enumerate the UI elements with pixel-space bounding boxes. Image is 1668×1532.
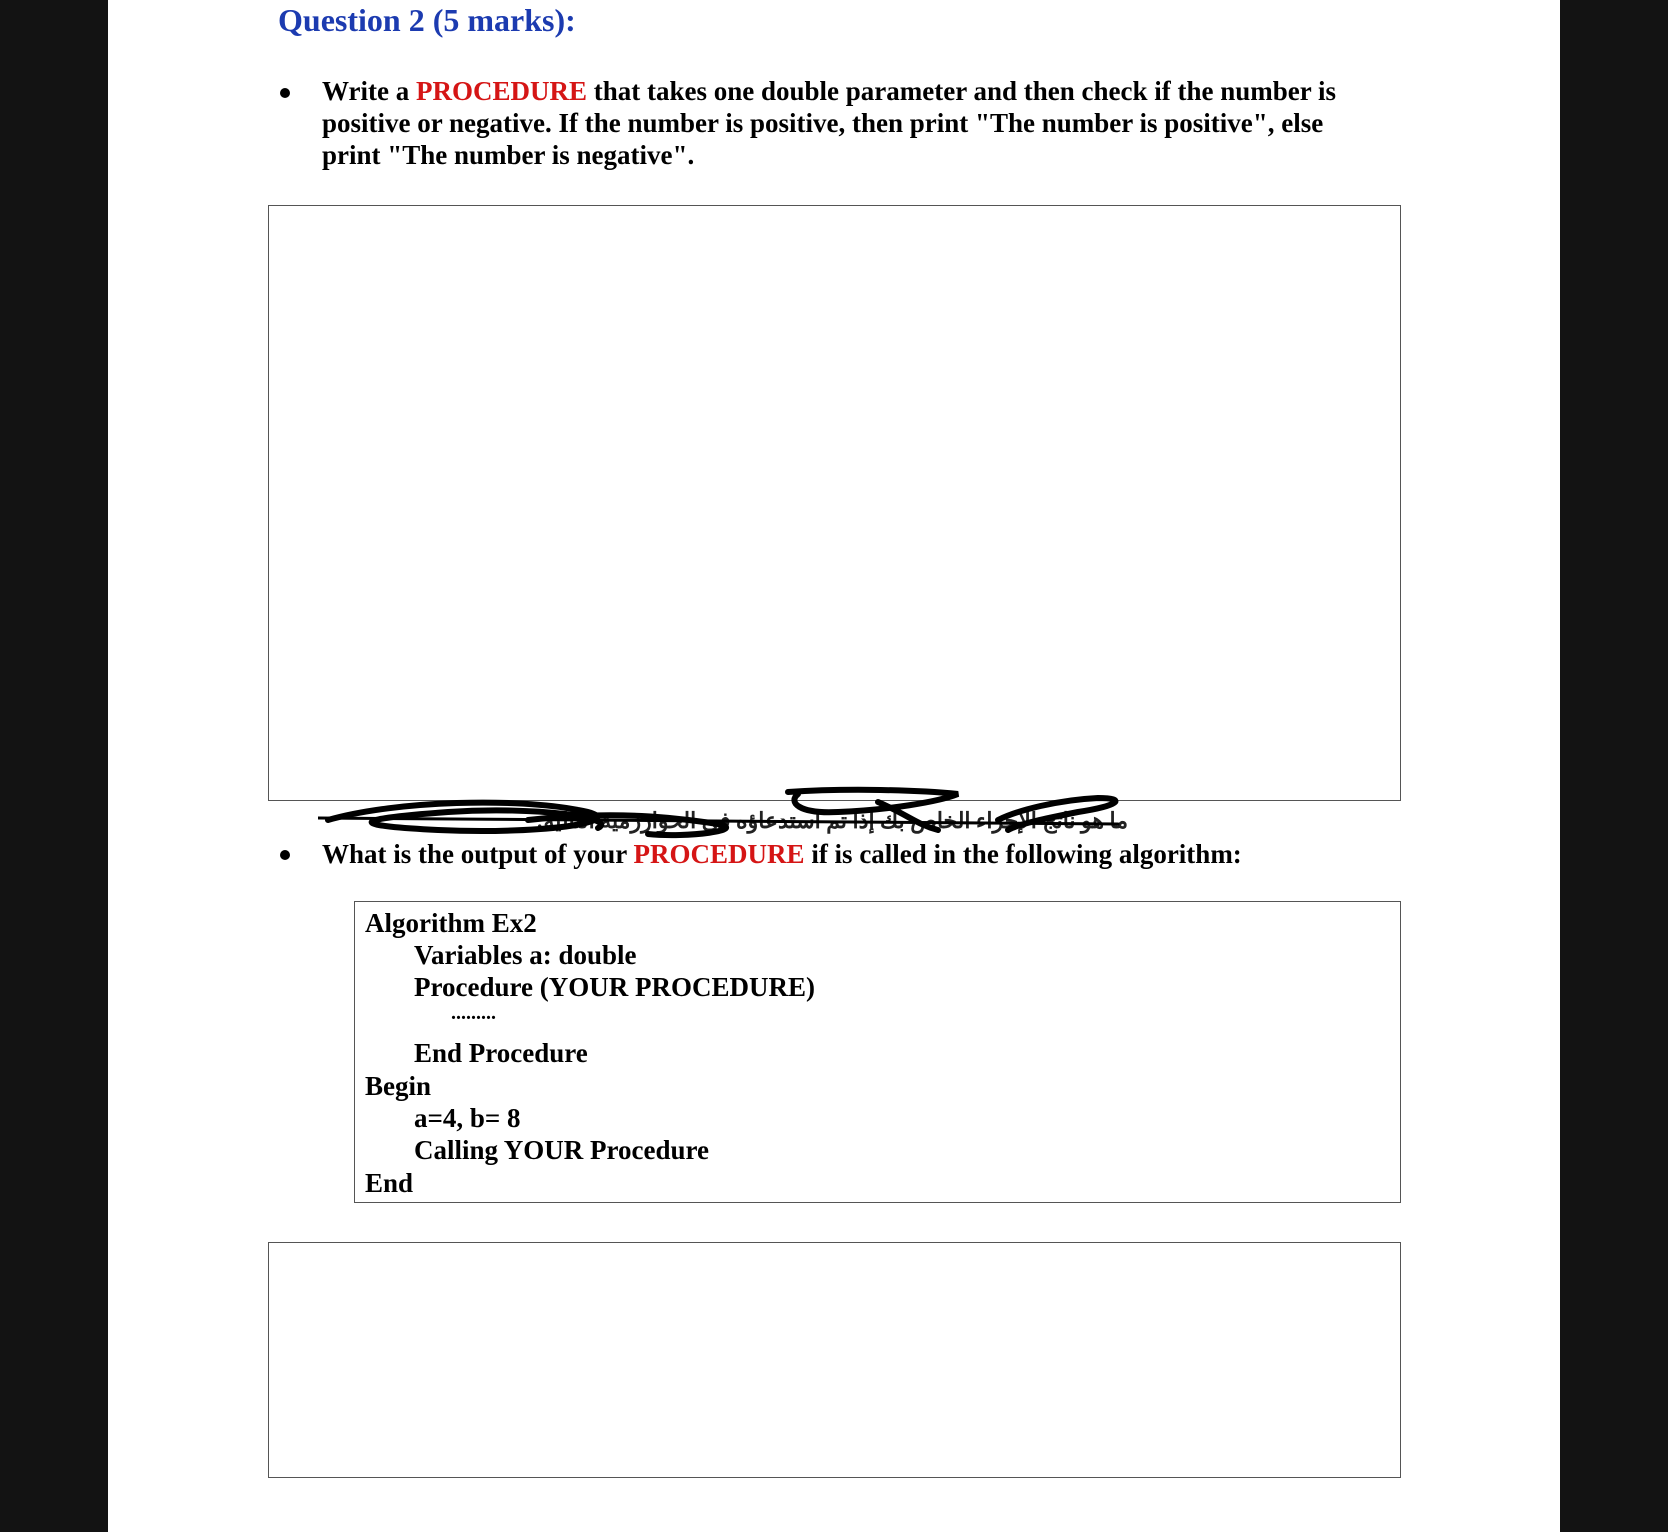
answer-box-1[interactable] — [268, 205, 1401, 801]
algorithm-variables: Variables a: double — [414, 940, 637, 970]
procedure-dots: ......... — [451, 1002, 496, 1024]
question-part2 — [322, 838, 1382, 870]
answer-box-2[interactable] — [268, 1242, 1401, 1478]
question-title: Question 2 (5 marks): — [278, 2, 576, 38]
algorithm-begin: Begin — [365, 1071, 432, 1101]
part2-keyword: PROCEDURE — [633, 839, 805, 869]
bullet-1 — [280, 88, 290, 98]
algorithm-assignment: a=4, b= 8 — [414, 1103, 521, 1133]
part1-suffix: that takes one double parameter and then check if the number is positive or negative. If the number is positive, then print "The number is positive", else print "The number is negative". — [322, 76, 1337, 170]
part1-keyword: PROCEDURE — [415, 76, 587, 106]
question-part1 — [322, 75, 1342, 171]
algorithm-end: End — [365, 1168, 414, 1198]
bullet-2 — [280, 850, 290, 860]
arabic-note: ما هو ناتج الإجراء الخاص بك إذا تم استدعاؤه في الخوارزمية التالية: — [536, 808, 1128, 833]
algorithm-box — [354, 901, 1401, 1203]
part1-prefix: Write a — [322, 76, 416, 106]
procedure-call: Calling YOUR Procedure — [414, 1135, 709, 1165]
procedure-end: End Procedure — [414, 1038, 588, 1068]
part2-suffix: if is called in the following algorithm: — [804, 839, 1242, 869]
algorithm-header: Algorithm Ex2 — [365, 908, 537, 938]
part2-prefix: What is the output of your — [322, 839, 634, 869]
document-page — [108, 0, 1560, 1532]
procedure-start: Procedure (YOUR PROCEDURE) — [414, 972, 815, 1002]
